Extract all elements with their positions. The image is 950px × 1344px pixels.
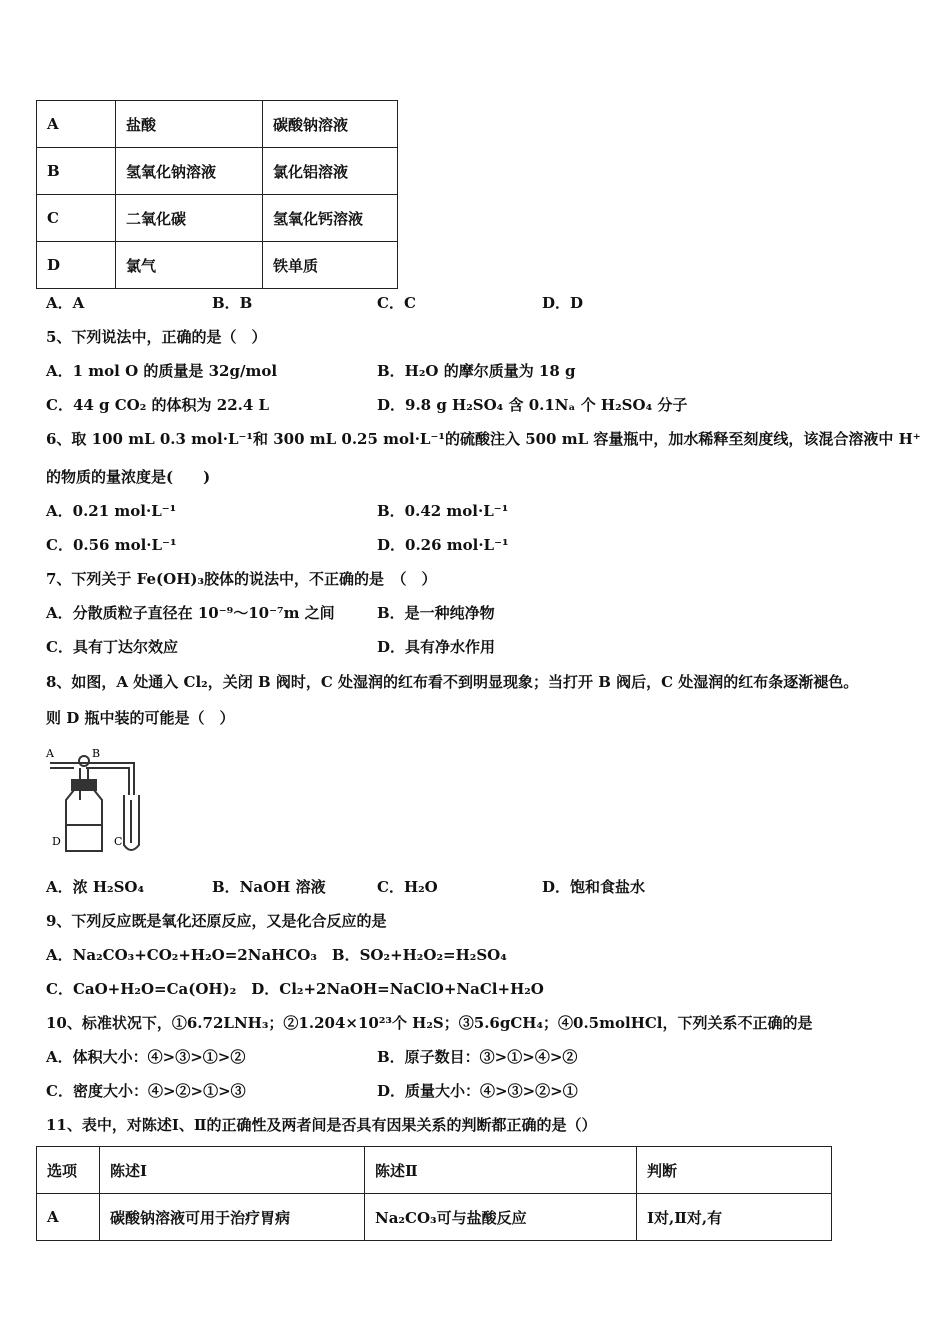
option-b: B．B: [212, 294, 253, 312]
answer-table: [36, 100, 398, 289]
option-a: A．体积大小：④>③>①>②: [46, 1048, 246, 1066]
option-b: B．H₂O 的摩尔质量为 18 g: [377, 362, 576, 380]
option-b: B．0.42 mol·L⁻¹: [377, 502, 509, 520]
question-7-stem: 7、下列关于 Fe(OH)₃胶体的说法中，不正确的是 （ ）: [46, 570, 437, 588]
option-d: D．0.26 mol·L⁻¹: [377, 536, 509, 554]
question-6-stem-cont: 的物质的量浓度是( ): [46, 468, 211, 486]
cell: 氢氧化钠溶液: [116, 148, 263, 195]
header-cell: 陈述Ⅰ: [100, 1147, 365, 1194]
option-a: A．0.21 mol·L⁻¹: [46, 502, 177, 520]
label-a: A: [46, 747, 54, 760]
question-6-stem: 6、取 100 mL 0.3 mol·L⁻¹和 300 mL 0.25 mol·L⁻¹的硫酸注入 500 mL 容量瓶中，加水稀释至刻度线，该混合溶液中 H⁺: [46, 430, 921, 448]
option-c: C．H₂O: [377, 878, 438, 896]
option-a: A．分散质粒子直径在 10⁻⁹～10⁻⁷m 之间: [46, 604, 335, 622]
header-cell: 选项: [37, 1147, 100, 1194]
cell: D: [37, 242, 116, 289]
question-9-stem: 9、下列反应既是氧化还原反应，又是化合反应的是: [46, 912, 387, 930]
options-ab: A．Na₂CO₃+CO₂+H₂O=2NaHCO₃ B．SO₂+H₂O₂=H₂SO₄: [46, 946, 507, 964]
cell: B: [37, 148, 116, 195]
label-c: C: [114, 835, 123, 848]
option-d: D．9.8 g H₂SO₄ 含 0.1Nₐ 个 H₂SO₄ 分子: [377, 396, 688, 414]
cell: Na₂CO₃可与盐酸反应: [365, 1194, 637, 1241]
question-8-stem: 8、如图，A 处通入 Cl₂，关闭 B 阀时，C 处湿润的红布看不到明显现象；当打开 B 阀后，C 处湿润的红布条逐渐褪色。: [46, 673, 859, 691]
cell: 铁单质: [263, 242, 398, 289]
header-cell: 陈述Ⅱ: [365, 1147, 637, 1194]
cell: Ⅰ对,Ⅱ对,有: [637, 1194, 832, 1241]
table-header-row: [37, 1147, 832, 1194]
option-c: C．44 g CO₂ 的体积为 22.4 L: [46, 396, 270, 414]
cell: 碳酸钠溶液: [263, 101, 398, 148]
question-5-stem: 5、下列说法中，正确的是（ ）: [46, 328, 267, 346]
cell: 盐酸: [116, 101, 263, 148]
label-b: B: [92, 747, 101, 760]
cell: 氯气: [116, 242, 263, 289]
cell: 氯化铝溶液: [263, 148, 398, 195]
option-d: D．饱和食盐水: [542, 878, 646, 896]
option-d: D．质量大小：④>③>②>①: [377, 1082, 578, 1100]
option-c: C．0.56 mol·L⁻¹: [46, 536, 177, 554]
cell: 二氧化碳: [116, 195, 263, 242]
option-d: D．具有净水作用: [377, 638, 496, 656]
cell: 碳酸钠溶液可用于治疗胃病: [100, 1194, 365, 1241]
table-row: [37, 1194, 832, 1241]
question-10-stem: 10、标准状况下，①6.72LNH₃；②1.204×10²³个 H₂S；③5.6gCH₄；④0.5molHCl，下列关系不正确的是: [46, 1014, 813, 1032]
table-row: [37, 101, 398, 148]
option-b: B．原子数目：③>①>④>②: [377, 1048, 578, 1066]
cell: C: [37, 195, 116, 242]
option-b: B．是一种纯净物: [377, 604, 495, 622]
question-8-stem-cont: 则 D 瓶中装的可能是（ ）: [46, 709, 235, 727]
table-row: [37, 148, 398, 195]
table-row: [37, 242, 398, 289]
cell: A: [37, 1194, 100, 1241]
table-row: [37, 195, 398, 242]
option-a: A．A: [46, 294, 85, 312]
gas-bottle-apparatus-figure: [44, 745, 154, 860]
question-11-stem: 11、表中，对陈述Ⅰ、Ⅱ的正确性及两者间是否具有因果关系的判断都正确的是（）: [46, 1116, 597, 1134]
option-c: C．具有丁达尔效应: [46, 638, 178, 656]
option-a: A．1 mol O 的质量是 32g/mol: [46, 362, 278, 380]
header-cell: 判断: [637, 1147, 832, 1194]
option-a: A．浓 H₂SO₄: [46, 878, 145, 896]
cell: A: [37, 101, 116, 148]
option-b: B．NaOH 溶液: [212, 878, 326, 896]
option-d: D．D: [542, 294, 584, 312]
cell: 氢氧化钙溶液: [263, 195, 398, 242]
label-d: D: [52, 835, 61, 848]
option-c: C．C: [377, 294, 416, 312]
statement-table: [36, 1146, 832, 1241]
option-c: C．密度大小：④>②>①>③: [46, 1082, 246, 1100]
options-cd: C．CaO+H₂O=Ca(OH)₂ D．Cl₂+2NaOH=NaClO+NaCl+H₂O: [46, 980, 544, 998]
